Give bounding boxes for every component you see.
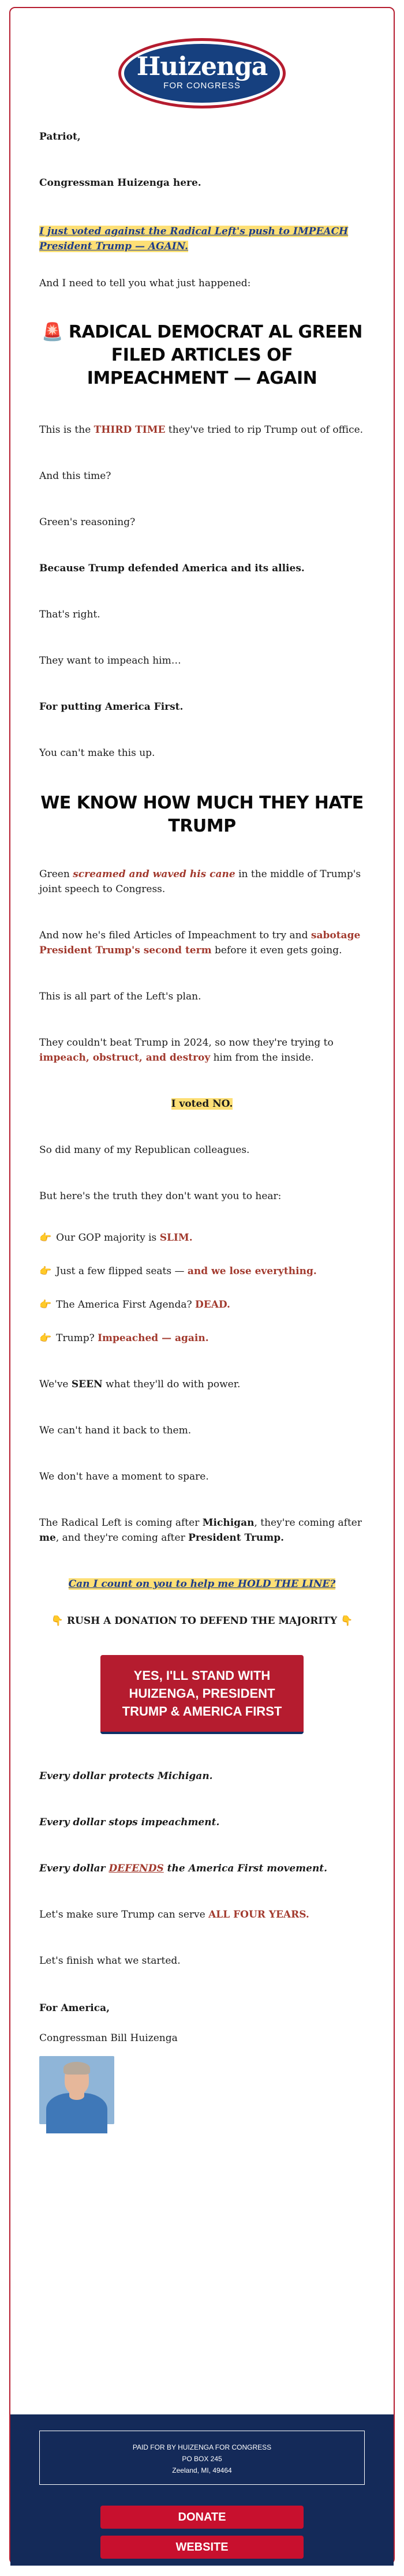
- logo-oval: [124, 44, 280, 103]
- filed-emph: sabotage President Trump's second term: [39, 930, 361, 956]
- radical-b3: President Trump.: [188, 1532, 285, 1544]
- paid-for-box: [39, 2431, 365, 2485]
- bullet-text: Just a few flipped seats —: [56, 1265, 188, 1277]
- bullet-emph: Impeached — again.: [98, 1332, 209, 1344]
- radical-t3: , and they're coming after: [55, 1532, 189, 1544]
- siren-icon: 🚨: [42, 322, 63, 342]
- donate-button[interactable]: DONATE: [100, 2506, 304, 2529]
- bullet-text: Trump?: [56, 1332, 98, 1344]
- want-impeach-line: They want to impeach him…: [39, 655, 181, 667]
- reasoning-line: Green's reasoning?: [39, 516, 136, 528]
- couldnt-emph: impeach, obstruct, and destroy: [39, 1052, 211, 1064]
- unsubscribe-link[interactable]: Unsubscribe: [181, 2566, 223, 2575]
- po-box-text: PO BOX 245: [182, 2455, 222, 2463]
- green-emph: screamed and waved his cane: [73, 868, 235, 880]
- radical-b2: me: [39, 1532, 56, 1544]
- seen-power-line: [39, 1377, 365, 1392]
- make-sure-line: [39, 1907, 365, 1922]
- seen-before: We've: [39, 1379, 72, 1390]
- colleagues-line: So did many of my Republican colleagues.: [39, 1144, 250, 1156]
- bullet-item: [39, 1264, 365, 1279]
- green-after: in the middle of Trump's joint speech to Congress.: [39, 868, 361, 895]
- seen-after: what they'll do with power.: [102, 1379, 241, 1390]
- email-frame: [9, 7, 395, 2575]
- bullet-text: Our GOP majority is: [56, 1232, 160, 1244]
- city-text: Zeeland, MI, 49464: [172, 2466, 232, 2474]
- greeting: Patriot,: [39, 131, 81, 143]
- defends-emph: DEFENDS: [109, 1863, 164, 1874]
- make-sure-emph: ALL FOUR YEARS.: [208, 1909, 309, 1920]
- pointing-hand-icon: 👉: [39, 1232, 52, 1244]
- no-moment-line: We don't have a moment to spare.: [39, 1471, 209, 1482]
- website-button[interactable]: WEBSITE: [100, 2536, 304, 2559]
- logo-name: Huizenga: [136, 52, 268, 81]
- bullet-text: The America First Agenda?: [56, 1299, 196, 1311]
- seen-emph: SEEN: [71, 1379, 103, 1390]
- bullet-emph: DEAD.: [195, 1299, 230, 1311]
- headline-impeachment: [39, 321, 365, 390]
- voted-no-highlight: I voted NO.: [171, 1098, 233, 1110]
- third-time-after: they've tried to rip Trump out of office.: [165, 424, 364, 436]
- third-time-before: This is the: [39, 424, 94, 436]
- filed-after: before it even gets going.: [211, 945, 342, 956]
- defends-after: the America First movement.: [163, 1863, 328, 1874]
- radical-t1: The Radical Left is coming after: [39, 1517, 203, 1529]
- third-time-emph: THIRD TIME: [93, 424, 166, 436]
- defends-before: Every dollar: [39, 1863, 109, 1874]
- bullet-item: [39, 1297, 365, 1312]
- paid-by-text: PAID FOR BY HUIZENGA FOR CONGRESS: [132, 2443, 272, 2451]
- bullet-list: [39, 1230, 365, 1346]
- couldnt-before: They couldn't beat Trump in 2024, so now they're trying to: [39, 1037, 334, 1049]
- signature: Congressman Bill Huizenga: [39, 2032, 178, 2044]
- and-this-time-line: And this time?: [39, 470, 111, 482]
- tell-you-line: And I need to tell you what just happened:: [39, 278, 251, 289]
- cant-hand-line: We can't hand it back to them.: [39, 1425, 192, 1436]
- intro-line: Congressman Huizenga here.: [39, 177, 201, 189]
- green-screamed-line: [39, 867, 365, 897]
- pointing-hand-icon: 👉: [39, 1332, 52, 1344]
- footer: [10, 2414, 394, 2575]
- pointing-down-icon: 👇: [341, 1615, 353, 1627]
- cant-make-line: You can't make this up.: [39, 747, 155, 759]
- filed-before: And now he's filed Articles of Impeachment to try and: [39, 930, 311, 941]
- thats-right-line: That's right.: [39, 609, 100, 620]
- photo-hair: [63, 2062, 90, 2075]
- logo-area: [39, 8, 365, 129]
- voted-link-paragraph: [39, 224, 365, 254]
- bullet-emph: SLIM.: [159, 1232, 193, 1244]
- bullet-emph: and we lose everything.: [187, 1265, 317, 1277]
- pointing-hand-icon: 👉: [39, 1265, 52, 1277]
- email-body: [10, 8, 394, 2414]
- huizenga-logo[interactable]: [118, 38, 286, 108]
- rush-text: RUSH A DONATION TO DEFEND THE MAJORITY: [66, 1615, 338, 1627]
- make-sure-before: Let's make sure Trump can serve: [39, 1909, 209, 1920]
- lefts-plan-line: This is all part of the Left's plan.: [39, 991, 201, 1002]
- couldnt-beat-line: [39, 1035, 365, 1065]
- pointing-down-icon: 👇: [51, 1615, 63, 1627]
- radical-t2: , they're coming after: [254, 1517, 362, 1529]
- every-defends-line: [39, 1861, 365, 1876]
- for-putting-line: For putting America First.: [39, 701, 184, 713]
- pointing-hand-icon: 👉: [39, 1299, 52, 1311]
- radical-b1: Michigan: [202, 1517, 255, 1529]
- because-line: Because Trump defended America and its allies.: [39, 563, 305, 574]
- rush-donation-line: [39, 1613, 365, 1628]
- every-protects-line: Every dollar protects Michigan.: [39, 1770, 213, 1782]
- every-stops-line: Every dollar stops impeachment.: [39, 1817, 220, 1828]
- stand-with-huizenga-button[interactable]: YES, I'LL STAND WITH HUIZENGA, PRESIDENT TRUMP & AMERICA FIRST: [100, 1655, 304, 1734]
- headline-impeachment-text: RADICAL DEMOCRAT AL GREEN FILED ARTICLES OF IMPEACHMENT — AGAIN: [68, 322, 362, 388]
- headline-hate: WE KNOW HOW MUCH THEY HATE TRUMP: [40, 793, 364, 836]
- voted-no-line: [39, 1096, 365, 1111]
- voted-link[interactable]: I just voted against the Radical Left's push to IMPEACH President Trump — AGAIN.: [39, 226, 349, 252]
- logo-subtitle: FOR CONGRESS: [163, 81, 241, 91]
- bullet-item: [39, 1331, 365, 1346]
- bullet-item: [39, 1230, 365, 1245]
- third-time-line: [39, 422, 365, 437]
- finish-line: Let's finish what we started.: [39, 1955, 181, 1967]
- truth-line: But here's the truth they don't want you to hear:: [39, 1190, 282, 1202]
- radical-left-line: [39, 1515, 365, 1545]
- hold-line-paragraph: [39, 1577, 365, 1592]
- couldnt-after: him from the inside.: [210, 1052, 314, 1064]
- filed-articles-line: [39, 928, 365, 958]
- green-before: Green: [39, 868, 73, 880]
- huizenga-photo: [39, 2056, 114, 2124]
- sign-off: For America,: [39, 2002, 110, 2014]
- hold-line-link[interactable]: Can I count on you to help me HOLD THE LINE?: [68, 1578, 336, 1590]
